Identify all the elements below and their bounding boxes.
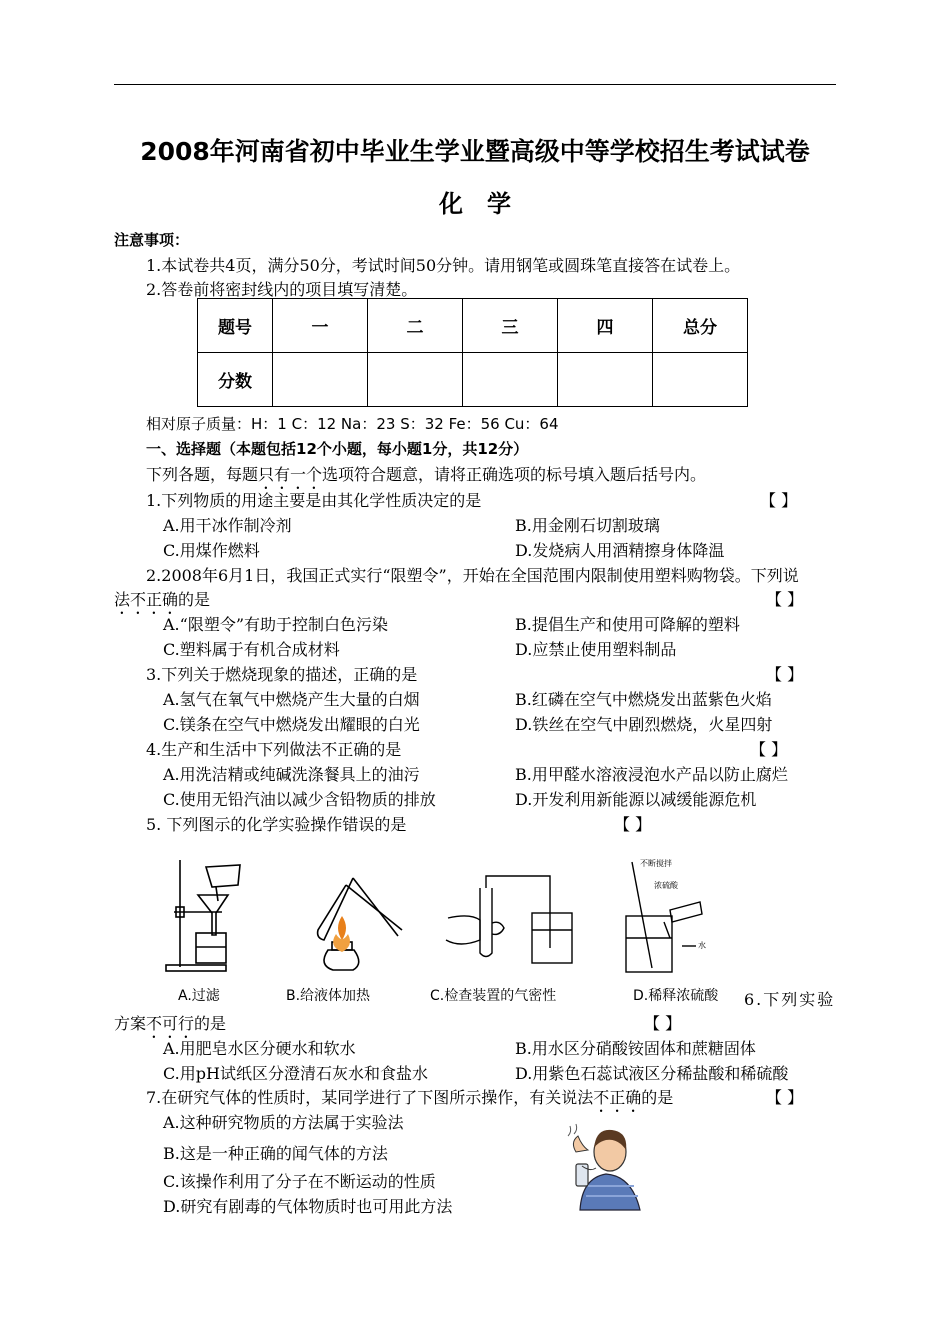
notes-heading: 注意事项： [114,231,190,249]
q6-stem-line2: 方案不可行的是 [114,1014,227,1033]
answer-bracket[interactable]: 【 】 [614,815,652,834]
q5-caption-b: B.给液体加热 [286,988,371,1004]
q5-caption-c: C.检查装置的气密性 [430,988,557,1004]
fig-label-acid: 浓硫酸 [654,881,678,890]
section1-intro: 下列各题，每题只有一个选项符合题意，请将正确选项的标号填入题后括号内。 [146,465,707,484]
q4-option-b: B.用甲醛水溶液浸泡水产品以防止腐烂 [515,765,788,784]
answer-bracket[interactable]: 【 】 [766,665,804,684]
score-input-cell[interactable] [653,353,748,407]
filtration-figure [160,855,260,975]
q5-caption-d: D.稀释浓硫酸 [633,988,719,1004]
answer-bracket[interactable]: 【 】 [766,590,804,609]
q2-option-b: B.提倡生产和使用可降解的塑料 [515,615,740,634]
q3-stem: 3.下列关于燃烧现象的描述，正确的是 [146,665,418,684]
score-header-cell: 总分 [653,299,748,353]
score-input-cell[interactable] [368,353,463,407]
emphasis-text: 不可行 [146,1014,195,1033]
q7-stem: 7.在研究气体的性质时，某同学进行了下图所示操作，有关说法不正确的是 [146,1088,674,1107]
q4-option-a: A.用洗洁精或纯碱洗涤餐具上的油污 [163,765,420,784]
q1-stem: 1.下列物质的用途主要是由其化学性质决定的是 [146,491,482,510]
q7-option-a: A.这种研究物质的方法属于实验法 [163,1113,404,1132]
q4-option-c: C.使用无铅汽油以减少含铅物质的排放 [163,790,436,809]
airtightness-figure [440,868,580,973]
emphasis-text: 法不正确 [114,590,179,609]
q7-option-c: C.该操作利用了分子在不断运动的性质 [163,1172,436,1191]
answer-bracket[interactable]: 【 】 [760,491,798,510]
notes-line-1: 1.本试卷共4页，满分50分，考试时间50分钟。请用钢笔或圆珠笔直接答在试卷上。 [146,256,741,275]
q6-stem: 6.下列实验 [744,990,836,1009]
score-input-cell[interactable] [273,353,368,407]
q1-option-d: D.发烧病人用酒精擦身体降温 [515,541,725,560]
score-header-cell: 一 [273,299,368,353]
q7-option-d: D.研究有剧毒的气体物质时也可用此方法 [163,1197,453,1216]
header-rule [114,84,836,85]
fig-label-stir: 不断搅拌 [640,859,672,868]
score-input-cell[interactable] [463,353,558,407]
q3-option-b: B.红磷在空气中燃烧发出蓝紫色火焰 [515,690,772,709]
q4-stem: 4.生产和生活中下列做法不正确的是 [146,740,402,759]
q3-option-a: A.氢气在氧气中燃烧产生大量的白烟 [163,690,420,709]
q2-option-d: D.应禁止使用塑料制品 [515,640,677,659]
answer-bracket[interactable]: 【 】 [766,1088,804,1107]
score-input-cell[interactable] [558,353,653,407]
notes-line-2: 2.答卷前将密封线内的项目填写清楚。 [146,280,418,299]
fig-label-water: 水 [698,941,706,950]
emphasis-text: 不正确 [593,1088,642,1107]
q6-option-d: D.用紫色石蕊试液区分稀盐酸和稀硫酸 [515,1064,789,1083]
atomic-mass: 相对原子质量：H：1 C：12 Na：23 S：32 Fe：56 Cu：64 [146,415,559,433]
score-table-header-row [198,299,748,353]
q6-option-a: A.用肥皂水区分硬水和软水 [163,1039,356,1058]
q2-option-a: A.“限塑令”有助于控制白色污染 [163,615,389,634]
q7-option-b: B.这是一种正确的闻气体的方法 [163,1144,388,1163]
q2-stem: 2.2008年6月1日，我国正式实行“限塑令”，开始在全国范围内限制使用塑料购物袋。下列说 [146,566,799,585]
score-table [197,298,748,407]
smelling-gas-figure [560,1112,652,1212]
emphasis-text: 只有一个 [258,465,323,484]
score-table-value-row [198,353,748,407]
q6-option-b: B.用水区分硝酸铵固体和蔗糖固体 [515,1039,756,1058]
q2-option-c: C.塑料属于有机合成材料 [163,640,340,659]
answer-bracket[interactable]: 【 】 [644,1014,682,1033]
section1-heading: 一、选择题（本题包括12个小题，每小题1分，共12分） [146,440,529,458]
q3-option-d: D.铁丝在空气中剧烈燃烧，火星四射 [515,715,773,734]
q2-stem-line2: 法不正确的是 [114,590,211,609]
q1-option-a: A.用干冰作制冷剂 [163,516,292,535]
exam-subject: 化学 [439,190,535,218]
score-header-cell: 题号 [198,299,273,353]
q1-option-b: B.用金刚石切割玻璃 [515,516,660,535]
score-header-cell: 四 [558,299,653,353]
q3-option-c: C.镁条在空气中燃烧发出耀眼的白光 [163,715,420,734]
q4-option-d: D.开发利用新能源以减缓能源危机 [515,790,757,809]
q5-caption-a: A.过滤 [178,988,220,1004]
heating-figure [298,860,408,975]
q5-stem: 5. 下列图示的化学实验操作错误的是 [146,815,407,834]
answer-bracket[interactable]: 【 】 [750,740,788,759]
q1-option-c: C.用煤作燃料 [163,541,260,560]
score-header-cell: 三 [463,299,558,353]
exam-title: 2008年河南省初中毕业生学业暨高级中等学校招生考试试卷 [140,137,810,166]
score-row-label: 分数 [198,353,273,407]
dilution-figure [620,858,740,978]
score-header-cell: 二 [368,299,463,353]
q6-option-c: C.用pH试纸区分澄清石灰水和食盐水 [163,1064,428,1083]
